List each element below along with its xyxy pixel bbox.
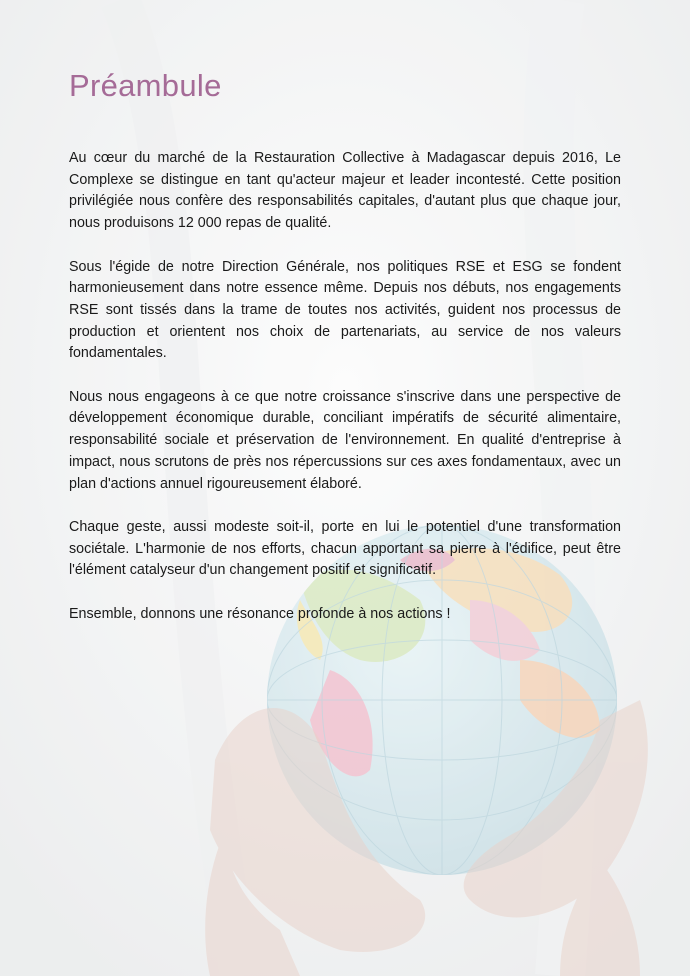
paragraph-1: Au cœur du marché de la Restauration Collective à Madagascar depuis 2016, Le Complexe se distingue en tant qu'acteur majeur et leader incontesté. Cette position privilégiée nous confère des responsabilités capitales, d'autant plus que chaque jour, nous produisons 12 000 repas de qualité. (69, 150, 621, 232)
paragraph-2: Sous l'égide de notre Direction Générale, nos politiques RSE et ESG se fondent harmonieusement dans notre essence même. Depuis nos débuts, nos engagements RSE sont tissés dans la trame de toutes nos activités, guident nos processus de production et orientent nos choix de partenariats, au service de nos valeurs fondamentales. (69, 258, 621, 362)
page-title: Préambule (69, 68, 222, 103)
document-page (69, 64, 621, 647)
paragraph-5: Ensemble, donnons une résonance profonde à nos actions ! (69, 605, 451, 622)
paragraph-4: Chaque geste, aussi modeste soit-il, porte en lui le potentiel d'une transformation sociétale. L'harmonie de nos efforts, chacun apportant sa pierre à l'édifice, peut être l'élément catalyseur d'un changement positif et significatif. (69, 518, 621, 579)
paragraph-3: Nous nous engageons à ce que notre croissance s'inscrive dans une perspective de développement économique durable, conciliant impératifs de sécurité alimentaire, responsabilité sociale et préservation de l'environnement. En qualité d'entreprise à impact, nous scrutons de près nos répercussions sur ces axes fondamentaux, avec un plan d'actions annuel rigoureusement élaboré. (69, 388, 621, 492)
